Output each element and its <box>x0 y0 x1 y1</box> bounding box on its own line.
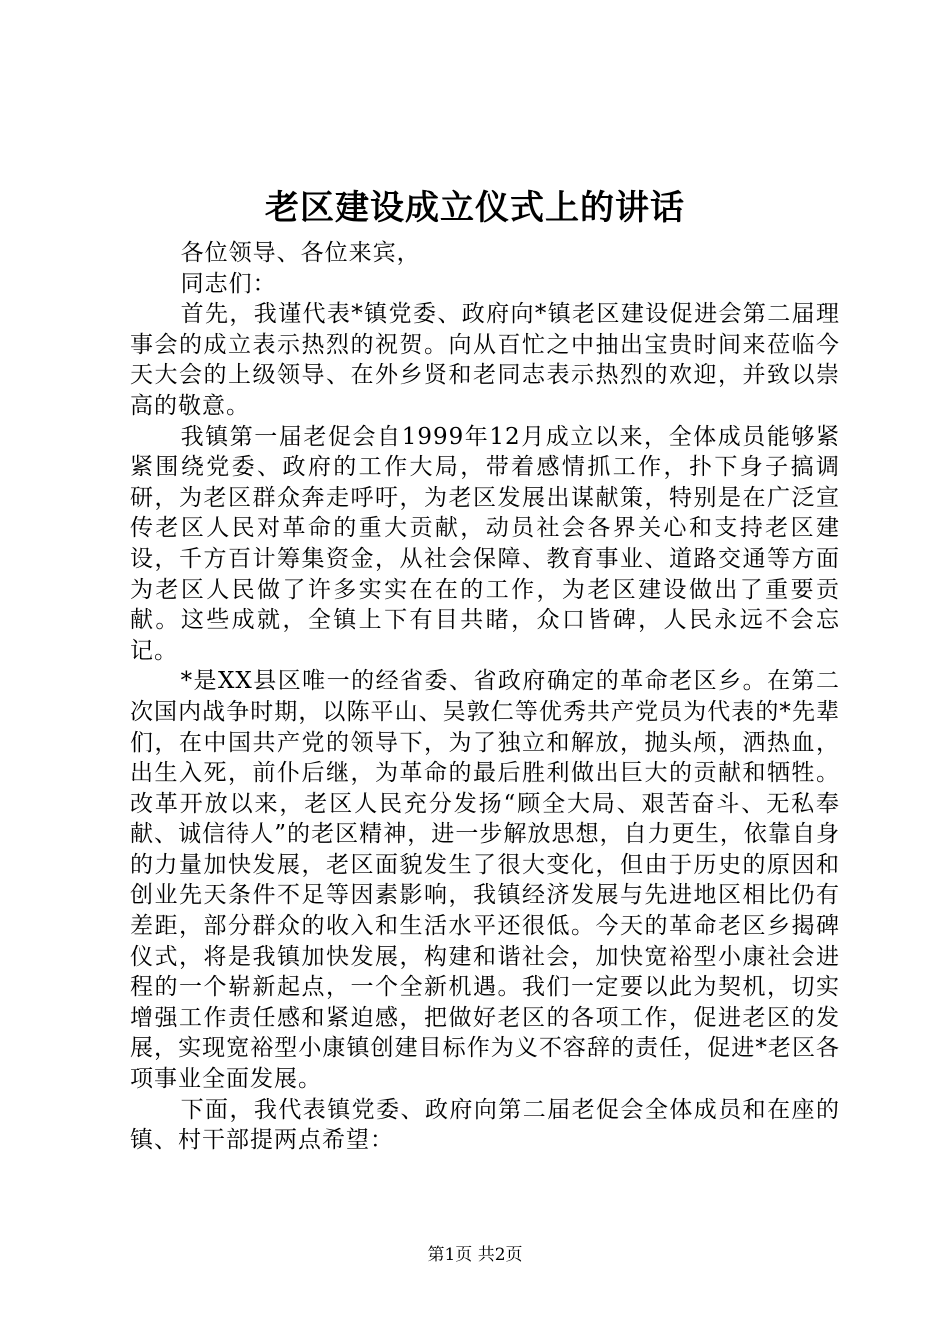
paragraph-salutation: 各位领导、各位来宾， <box>180 240 421 266</box>
paragraph-achievements: 我镇第一届老促会自1999年12月成立以来，全体成员能够紧紧围绕党委、政府的工作大局，带着感情抓工作，扑下身子搞调研，为老区群众奔走呼吁，为老区发展出谋献策，特别是在广泛宣传老区人民对革命的重大贡献，动员社会各界关心和支持老区建设，千方百计筹集资金，从社会保障、教育事业、道路交通等方面为老区人民做了许多实实在在的工作，为老区建设做出了重要贡献。这些成就，全镇上下有目共睹，众口皆碑，人民永远不会忘记。 <box>130 423 840 664</box>
page-number-footer: 第1页 共2页 <box>427 1245 523 1265</box>
document-title: 老区建设成立仪式上的讲话 <box>265 188 685 228</box>
paragraph-hopes: 下面，我代表镇党委、政府向第二届老促会全体成员和在座的镇、村干部提两点希望： <box>130 1096 840 1154</box>
paragraph-history: *是XX县区唯一的经省委、省政府确定的革命老区乡。在第二次国内战争时期，以陈平山、吴敦仁等优秀共产党员为代表的*先辈们，在中国共产党的领导下，为了独立和解放，抛头颅，洒热血，出生入死，前仆后继，为革命的最后胜利做出巨大的贡献和牺牲。改革开放以来，老区人民充分发扬“顾全大局、艰苦奋斗、无私奉献、诚信待人”的老区精神，进一步解放思想，自力更生，依靠自身的力量加快发展，老区面貌发生了很大变化，但由于历史的原因和创业先天条件不足等因素影响，我镇经济发展与先进地区相比仍有差距，部分群众的收入和生活水平还很低。今天的革命老区乡揭碑仪式，将是我镇加快发展，构建和谐社会，加快宽裕型小康社会进程的一个崭新起点，一个全新机遇。我们一定要以此为契机，切实增强工作责任感和紧迫感，把做好老区的各项工作，促进老区的发展，实现宽裕型小康镇创建目标作为义不容辞的责任，促进*老区各项事业全面发展。 <box>130 668 840 1093</box>
paragraph-congratulation: 首先，我谨代表*镇党委、政府向*镇老区建设促进会第二届理事会的成立表示热烈的祝贺。向从百忙之中抽出宝贵时间来莅临今天大会的上级领导、在外乡贤和老同志表示热烈的欢迎，并致以崇高的敬意。 <box>130 301 840 419</box>
paragraph-comrades: 同志们： <box>180 270 277 297</box>
document-body <box>130 238 840 1156</box>
